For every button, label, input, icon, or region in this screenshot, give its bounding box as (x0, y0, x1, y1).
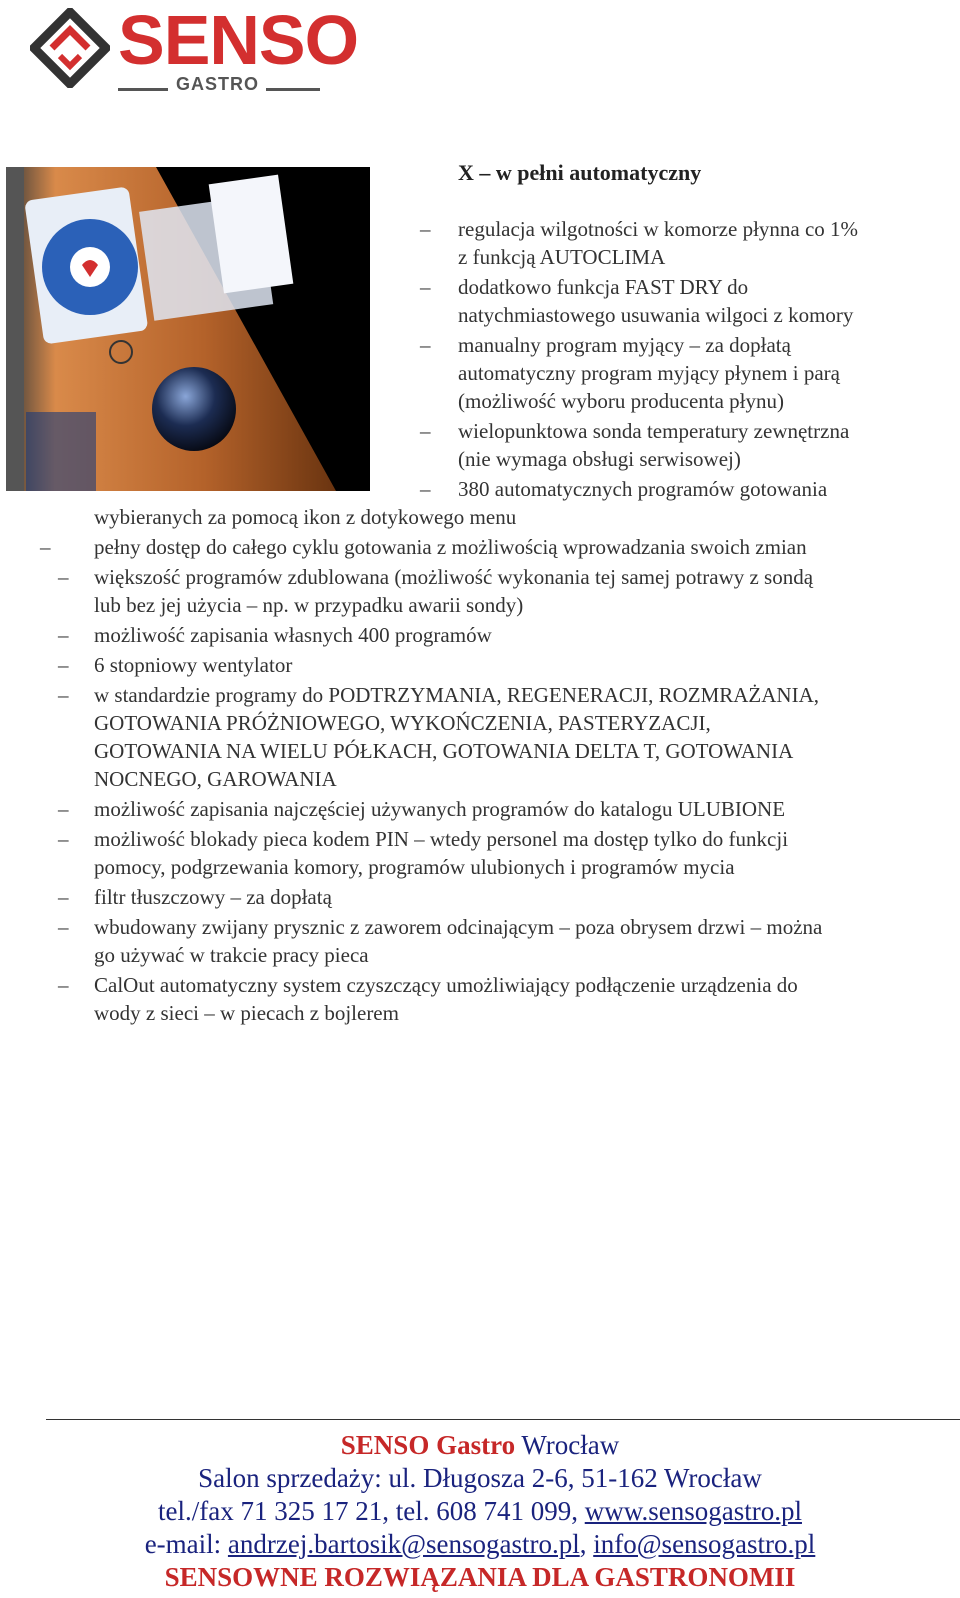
bullet-line: NOCNEGO, GAROWANIA (94, 767, 337, 791)
footer-salon: Salon sprzedaży: ul. Długosza 2-6, 51-162 Wrocław (198, 1463, 762, 1493)
dash-bullet: – (420, 477, 431, 501)
bullet-line: wybieranych za pomocą ikon z dotykowego menu (94, 505, 517, 529)
footer-divider (46, 1419, 960, 1420)
bullet-line: filtr tłuszczowy – za dopłatą (94, 885, 332, 909)
brand-sub: GASTRO (176, 74, 260, 94)
footer-email (0, 1528, 960, 1561)
footer-company (0, 1429, 960, 1462)
bullet-line: automatyczny program myjący płynem i parą (458, 361, 840, 385)
bullet-line: natychmiastowego usuwania wilgoci z komory (458, 303, 854, 327)
brand-name: SENSO (118, 1, 359, 79)
bullet-line: (możliwość wyboru producenta płynu) (458, 389, 785, 413)
dash-bullet: – (420, 275, 431, 299)
dash-bullet: – (58, 565, 69, 589)
footer-phone-text: tel./fax 71 325 17 21, tel. 608 741 099, (158, 1496, 585, 1526)
bullet-line: (nie wymaga obsługi serwisowej) (458, 447, 741, 471)
bullet-line: manualny program myjący – za dopłatą (458, 333, 791, 357)
bullet-line: pełny dostęp do całego cyklu gotowania z możliwością wprowadzania swoich zmian (94, 535, 807, 559)
dash-bullet: – (58, 885, 69, 909)
bullet-line: pomocy, podgrzewania komory, programów ulubionych i programów mycia (94, 855, 735, 879)
logo-rule-left (118, 88, 168, 91)
bullet-line: wbudowany zwijany prysznic z zaworem odcinającym – poza obrysem drzwi – można (94, 915, 823, 939)
bullet-line: CalOut automatyczny system czyszczący umożliwiający podłączenie urządzenia do (94, 973, 798, 997)
section-heading: X – w pełni automatyczny (458, 160, 702, 185)
dash-bullet: – (58, 653, 69, 677)
senso-gastro-logo (26, 1, 359, 96)
footer-email-link-2[interactable]: info@sensogastro.pl (593, 1529, 816, 1559)
bullet-line: regulacja wilgotności w komorze płynna co 1% (458, 217, 859, 241)
dash-bullet: – (58, 683, 69, 707)
dash-bullet: – (420, 217, 431, 241)
dash-bullet: – (58, 623, 69, 647)
bullet-line: w standardzie programy do PODTRZYMANIA, REGENERACJI, ROZMRAŻANIA, (94, 683, 820, 707)
dash-bullet: – (420, 419, 431, 443)
bullet-line: GOTOWANIA PRÓŻNIOWEGO, WYKOŃCZENIA, PASTERYZACJI, (94, 711, 711, 735)
footer-company-name: SENSO Gastro (340, 1430, 516, 1460)
bullet-line: wody z sieci – w piecach z bojlerem (94, 1001, 399, 1025)
bullet-line: lub bez jej użycia – np. w przypadku awarii sondy) (94, 593, 524, 617)
footer-phone (0, 1495, 960, 1528)
bullet-line: możliwość zapisania własnych 400 programów (94, 623, 492, 647)
bullet-line: GOTOWANIA NA WIELU PÓŁKACH, GOTOWANIA DELTA T, GOTOWANIA (94, 739, 794, 763)
bullet-line: go używać w trakcie pracy pieca (94, 943, 369, 967)
oven-control-panel-photo (6, 167, 370, 491)
bullet-line: 6 stopniowy wentylator (94, 653, 293, 677)
footer-email-separator: , (579, 1529, 594, 1559)
footer-website-link[interactable]: www.sensogastro.pl (584, 1496, 802, 1526)
footer-email-link-1[interactable]: andrzej.bartosik@sensogastro.pl (227, 1529, 580, 1559)
bullet-line: z funkcją AUTOCLIMA (458, 245, 666, 269)
footer-slogan: SENSOWNE ROZWIĄZANIA DLA GASTRONOMII (164, 1562, 796, 1592)
dash-bullet: – (58, 827, 69, 851)
dash-bullet: – (58, 973, 69, 997)
logo-rule-right (266, 88, 320, 91)
bullet-line: możliwość zapisania najczęściej używanych programów do katalogu ULUBIONE (94, 797, 786, 821)
bullet-line: możliwość blokady pieca kodem PIN – wtedy personel ma dostęp tylko do funkcji (94, 827, 789, 851)
bullet-line: wielopunktowa sonda temperatury zewnętrzna (458, 419, 850, 443)
dash-bullet: – (420, 333, 431, 357)
dash-bullet: – (58, 915, 69, 939)
logo-diamond-icon (30, 8, 110, 88)
bullet-line: 380 automatycznych programów gotowania (458, 477, 828, 501)
footer-email-label: e-mail: (144, 1529, 228, 1559)
dash-bullet: – (58, 797, 69, 821)
bullet-line: większość programów zdublowana (możliwość wykonania tej samej potrawy z sondą (94, 565, 814, 589)
footer-company-city: Wrocław (515, 1430, 620, 1460)
bullet-line: dodatkowo funkcja FAST DRY do (458, 275, 749, 299)
dash-bullet: – (40, 535, 51, 559)
